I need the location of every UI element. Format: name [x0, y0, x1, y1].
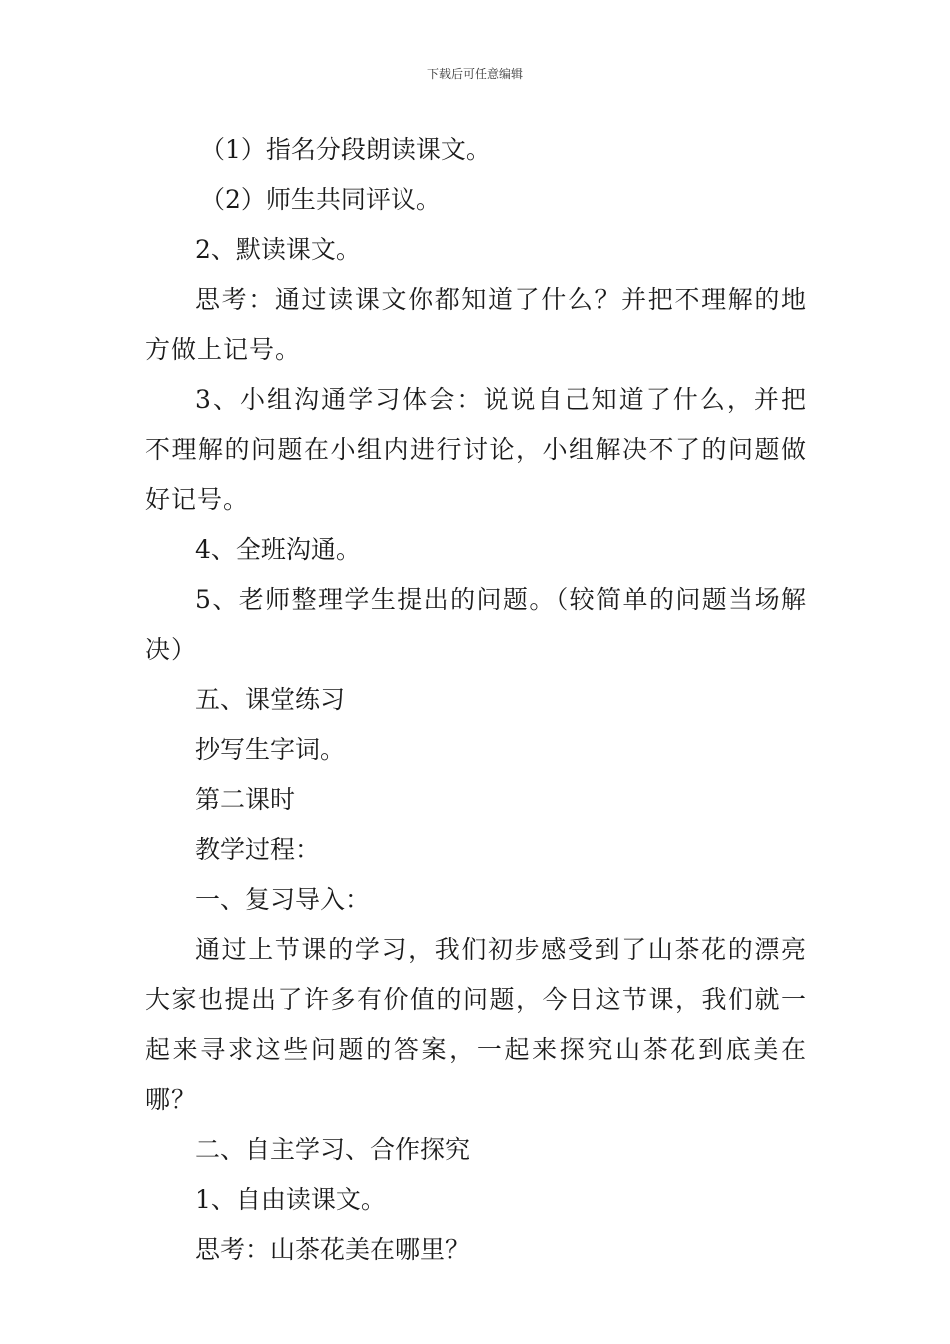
paragraph-group-discussion: 3、小组沟通学习体会：说说自己知道了什么，并把不理解的问题在小组内进行讨论，小组解决不了的问题做好记号。: [145, 385, 807, 514]
section-heading-practice: 五、课堂练习: [195, 685, 346, 714]
paragraph-silent-read: 2、默读课文。: [195, 235, 361, 264]
paragraph-copy-words: 抄写生字词。: [195, 735, 346, 764]
paragraph-think: 思考：通过读课文你都知道了什么？并把不理解的地方做上记号。: [145, 285, 807, 364]
paragraph-read-aloud: （1）指名分段朗读课文。: [200, 135, 491, 164]
section-heading-self-study: 二、自主学习、合作探究: [195, 1135, 471, 1164]
paragraph-free-read: 1、自由读课文。: [195, 1185, 386, 1214]
section-heading-review: 一、复习导入：: [195, 885, 371, 914]
section-heading-process: 教学过程：: [195, 835, 321, 864]
document-body: [145, 125, 807, 1275]
paragraph-think-beauty: 思考：山茶花美在哪里？: [195, 1235, 471, 1264]
section-heading-second-lesson: 第二课时: [195, 785, 296, 814]
paragraph-evaluate: （2）师生共同评议。: [200, 185, 441, 214]
page-header: 下载后可任意编辑: [426, 67, 523, 81]
paragraph-review-intro: 通过上节课的学习，我们初步感受到了山茶花的漂亮大家也提出了许多有价值的问题，今日这节课，我们就一起来寻求这些问题的答案，一起来探究山茶花到底美在哪？: [145, 935, 807, 1114]
paragraph-teacher-summary: 5、老师整理学生提出的问题。（较简单的问题当场解决）: [145, 585, 807, 664]
paragraph-class-share: 4、全班沟通。: [195, 535, 361, 564]
